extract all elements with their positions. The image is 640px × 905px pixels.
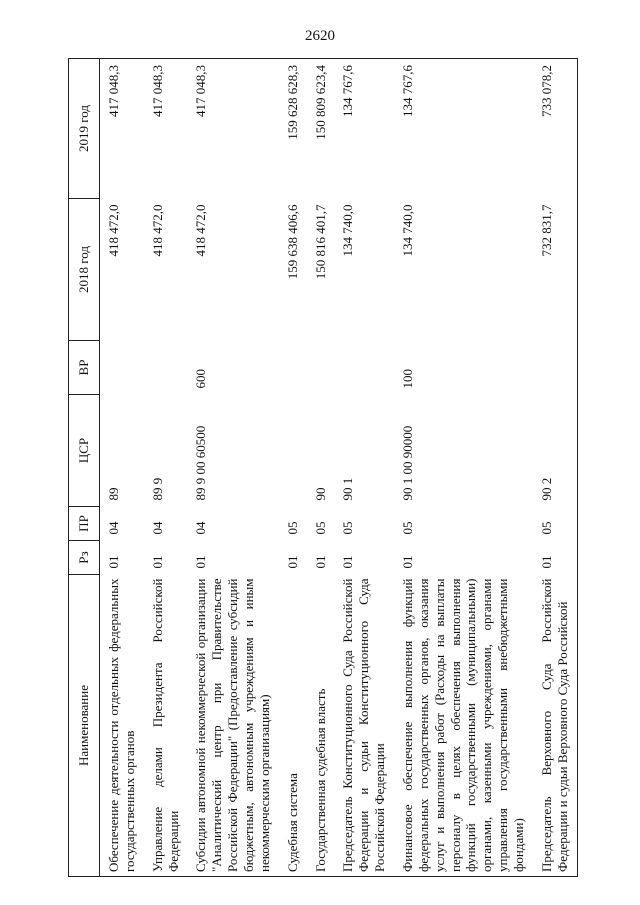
row-name: Председатель Конституционного Суда Российской Федерации и судьи Конституционного Суда Российской Федерации (334, 575, 394, 877)
header-vr: ВР (69, 341, 100, 395)
row-2019: 417 048,3 (144, 59, 188, 199)
row-vr (533, 341, 577, 395)
table-row (307, 59, 335, 877)
row-name: Судебная система (279, 575, 307, 877)
row-pr: 04 (149, 521, 165, 535)
table-row (100, 59, 144, 877)
row-name: Управление делами Президента Российской Федерации (144, 575, 188, 877)
table-row (394, 59, 533, 877)
header-pr: ПР (69, 507, 100, 541)
row-2019: 150 809 623,4 (307, 59, 335, 199)
table-row (334, 59, 394, 877)
table-row (187, 59, 278, 877)
row-name: Председатель Верховного Суда Российской Федерации и судьи Верховного Суда Российской (533, 575, 577, 877)
row-csr: 89 9 00 60500 (193, 425, 209, 501)
table-row (279, 59, 307, 877)
row-2019: 134 767,6 (334, 59, 394, 199)
row-pr: 05 (312, 521, 328, 535)
row-pr: 05 (340, 521, 356, 535)
row-pr: 05 (400, 521, 416, 535)
row-rz: 01 (312, 555, 328, 569)
row-vr (144, 341, 188, 395)
row-2018: 732 831,7 (533, 199, 577, 341)
row-2019: 159 628 628,3 (279, 59, 307, 199)
row-rz: 01 (284, 555, 300, 569)
table-row (144, 59, 188, 877)
row-rz: 01 (106, 555, 121, 569)
table-row (533, 59, 577, 877)
row-csr: 89 9 (149, 477, 165, 501)
row-vr (279, 341, 307, 395)
row-2019: 417 048,3 (100, 59, 144, 199)
budget-table (68, 58, 578, 877)
row-2018: 418 472,0 (106, 204, 121, 257)
row-rz: 01 (193, 555, 209, 569)
row-pr: 04 (106, 521, 121, 535)
row-2019: 134 767,6 (394, 59, 533, 199)
row-pr: 05 (284, 521, 300, 535)
row-csr: 90 (312, 487, 328, 501)
row-vr (100, 341, 144, 395)
row-name: Финансовое обеспечение выполнения функций федеральных государственных органов, оказания услуг и выполнения работ (Расходы на выплаты персоналу в целях обеспечения выполнения функций государственными (муниципальными) органами, казенными учреждениями, органами управления государственными внебюджетными фондами) (394, 575, 533, 877)
row-vr (334, 341, 394, 395)
rotated-table-wrapper (68, 59, 613, 877)
header-2019: 2019 год (69, 59, 100, 199)
row-2018: 134 740,0 (340, 204, 356, 257)
row-csr: 90 2 (533, 395, 577, 507)
page-number: 2620 (305, 28, 335, 44)
header-rz: Рз (69, 541, 100, 575)
row-2018: 159 638 406,6 (284, 204, 300, 280)
row-vr (307, 341, 335, 395)
row-rz: 01 (149, 555, 165, 569)
row-vr: 600 (193, 369, 209, 389)
row-2019: 733 078,2 (533, 59, 577, 199)
header-2018: 2018 год (69, 199, 100, 341)
row-rz: 01 (400, 555, 416, 569)
row-csr: 90 1 00 90000 (400, 425, 416, 501)
row-name: Обеспечение деятельности отдельных федеральных государственных органов (100, 575, 144, 877)
row-rz: 01 (533, 541, 577, 575)
row-pr: 05 (533, 507, 577, 541)
row-2018: 418 472,0 (149, 204, 165, 257)
row-name: Субсидии автономной некоммерческой организации "Аналитический центр при Правительстве Российской Федерации" (Предоставление субсидий бюджетным, автономным учреждениям и иным некоммерческим организациям) (187, 575, 278, 877)
row-2019: 417 048,3 (187, 59, 278, 199)
table-body (100, 59, 578, 877)
row-2018: 150 816 401,7 (312, 204, 328, 280)
row-2018: 418 472,0 (193, 204, 209, 257)
table-header (69, 59, 100, 877)
row-csr: 90 1 (340, 477, 356, 501)
row-pr: 04 (193, 521, 209, 535)
header-csr: ЦСР (69, 395, 100, 507)
row-2018: 134 740,0 (400, 204, 416, 257)
header-name: Наименование (69, 575, 100, 877)
row-name: Государственная судебная власть (307, 575, 335, 877)
row-rz: 01 (340, 555, 356, 569)
row-vr: 100 (400, 369, 416, 389)
row-csr (279, 395, 307, 507)
row-csr: 89 (106, 487, 121, 501)
